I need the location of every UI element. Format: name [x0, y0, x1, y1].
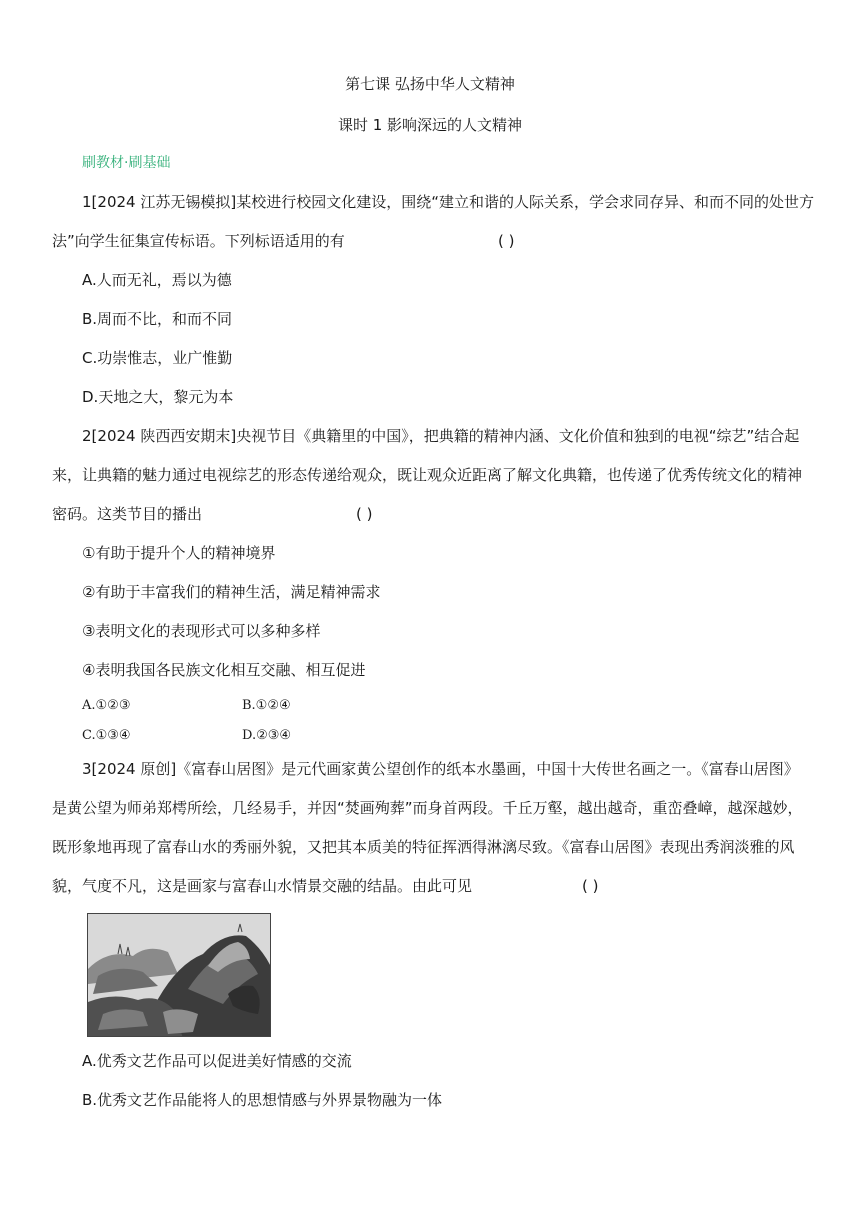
q1-answer-bracket[interactable]: ( ) [498, 232, 515, 250]
q2-option-c[interactable]: C.①③④ [82, 728, 131, 743]
q3-stem-line-4: 貌，气度不凡，这是画家与富春山水情景交融的结晶。由此可见 [52, 877, 473, 895]
lesson-subtitle: 课时 1 影响深远的人文精神 [337, 116, 523, 134]
landscape-painting-illustration [88, 914, 271, 1037]
q2-statement-1: ①有助于提升个人的精神境界 [82, 544, 276, 562]
landscape-painting-image [87, 913, 271, 1037]
section-label: 刷教材·刷基础 [82, 155, 171, 171]
q3-stem-line-2: 是黄公望为师弟郑樗所绘，几经易手，并因“焚画殉葬”而身首两段。千丘万壑，越出越奇，重峦叠嶂，越深越妙， [52, 799, 803, 817]
q3-stem-line-3: 既形象地再现了富春山水的秀丽外貌，又把其本质美的特征挥洒得淋漓尽致。《富春山居图》表现出秀润淡雅的风 [52, 838, 795, 856]
q1-option-d[interactable]: D.天地之大，黎元为本 [82, 388, 234, 406]
q2-stem-line-3: 密码。这类节目的播出 [52, 505, 203, 523]
q2-option-a[interactable]: A.①②③ [82, 698, 131, 713]
q1-stem-line-2: 法”向学生征集宣传标语。下列标语适用的有 [52, 232, 345, 250]
q2-stem-line-1: 2[2024 陕西西安期末]央视节目《典籍里的中国》，把典籍的精神内涵、文化价值和独到的电视“综艺”结合起 [82, 427, 800, 445]
lesson-title: 第七课 弘扬中华人文精神 [345, 75, 515, 93]
q1-option-a[interactable]: A.人而无礼，焉以为德 [82, 271, 232, 289]
q2-option-d[interactable]: D.②③④ [242, 728, 292, 743]
q2-statement-3: ③表明文化的表现形式可以多种多样 [82, 622, 321, 640]
q2-stem-line-2: 来，让典籍的魅力通过电视综艺的形态传递给观众，既让观众近距离了解文化典籍，也传递了优秀传统文化的精神 [52, 466, 803, 484]
q2-answer-bracket[interactable]: ( ) [356, 505, 373, 523]
q1-stem-line-1: 1[2024 江苏无锡模拟]某校进行校园文化建设，围绕“建立和谐的人际关系，学会求同存异、和而不同的处世方 [82, 193, 814, 211]
q1-option-c[interactable]: C.功崇惟志，业广惟勤 [82, 349, 233, 367]
q3-stem-line-1: 3[2024 原创]《富春山居图》是元代画家黄公望创作的纸本水墨画，中国十大传世名画之一。《富春山居图》 [82, 760, 799, 778]
q2-option-b[interactable]: B.①②④ [242, 698, 291, 713]
q2-statement-2: ②有助于丰富我们的精神生活，满足精神需求 [82, 583, 381, 601]
q1-option-b[interactable]: B.周而不比，和而不同 [82, 310, 233, 328]
q3-option-a[interactable]: A.优秀文艺作品可以促进美好情感的交流 [82, 1052, 352, 1070]
q3-answer-bracket[interactable]: ( ) [582, 877, 599, 895]
q3-option-b[interactable]: B.优秀文艺作品能将人的思想情感与外界景物融为一体 [82, 1091, 443, 1109]
q2-statement-4: ④表明我国各民族文化相互交融、相互促进 [82, 661, 366, 679]
